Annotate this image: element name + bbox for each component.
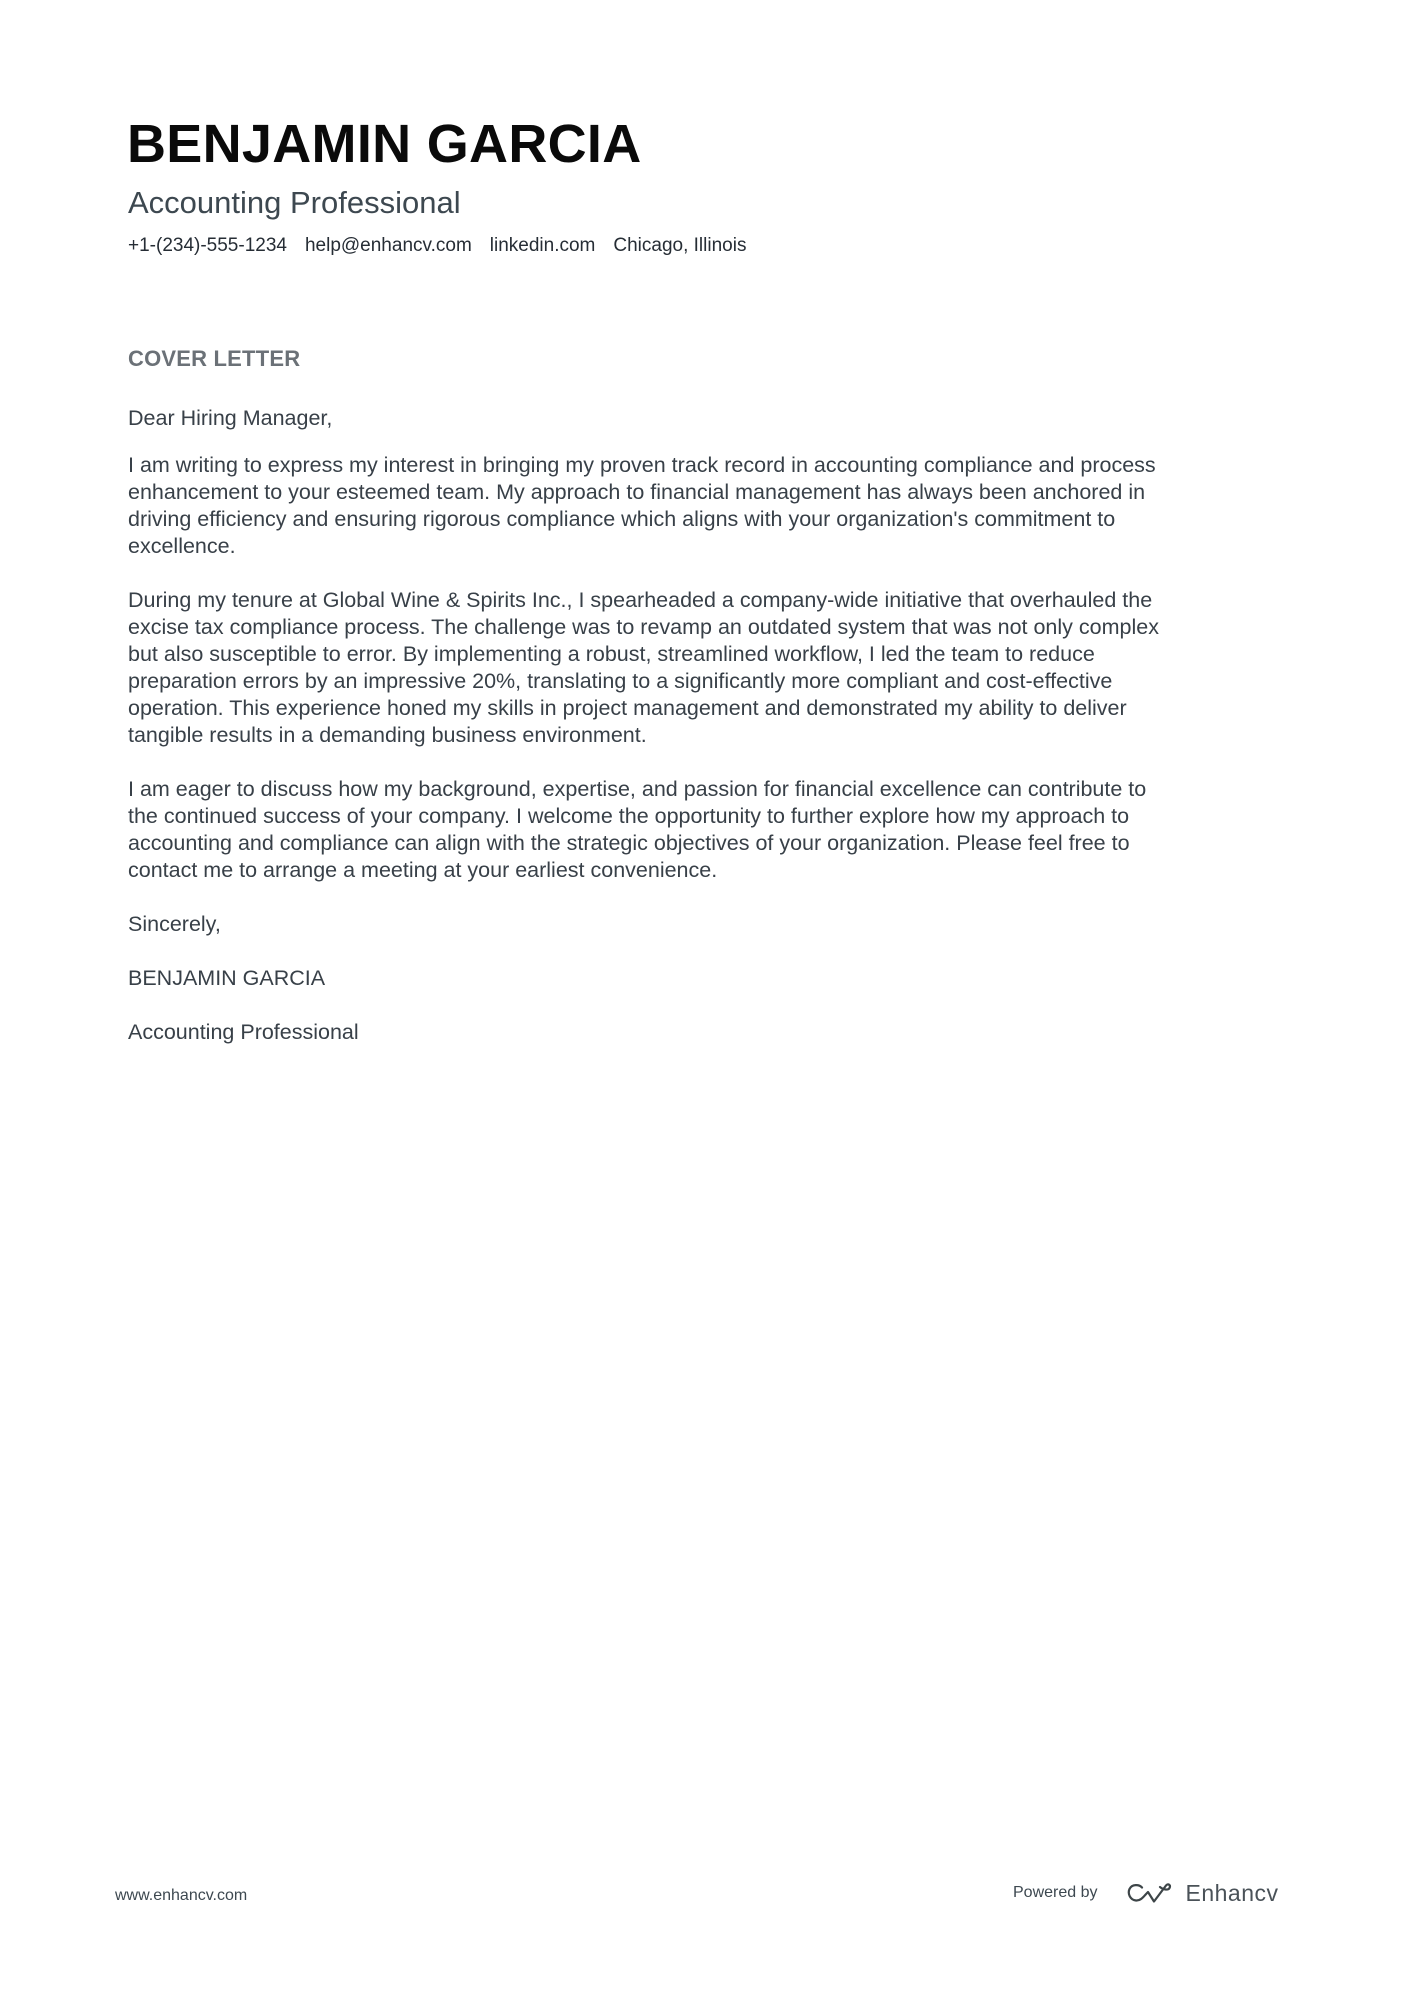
section-title: COVER LETTER bbox=[128, 346, 301, 371]
closing-text: Sincerely, bbox=[128, 912, 221, 936]
footer-branding[interactable] bbox=[1013, 1880, 1279, 1906]
paragraph-1 bbox=[128, 452, 1288, 560]
contact-email[interactable]: help@enhancv.com bbox=[304, 235, 472, 256]
footer-website-link[interactable]: www.enhancv.com bbox=[115, 1887, 248, 1904]
signature-title-text: Accounting Professional bbox=[128, 1020, 359, 1044]
enhancv-brand-name: Enhancv bbox=[1185, 1879, 1279, 1906]
paragraph-line: but also susceptible to error. By implementing a robust, streamlined workflow, I led the team to reduce bbox=[128, 642, 1095, 666]
paragraph-line: I am writing to express my interest in bringing my proven track record in accounting compliance and process bbox=[128, 453, 1156, 477]
applicant-title: Accounting Professional bbox=[128, 185, 461, 220]
paragraph-3 bbox=[128, 776, 1288, 884]
closing bbox=[128, 911, 1288, 938]
signature-name bbox=[128, 965, 1288, 992]
applicant-name: BENJAMIN GARCIA bbox=[127, 114, 642, 174]
paragraph-line: driving efficiency and ensuring rigorous compliance which aligns with your organization's commitment to bbox=[128, 507, 1116, 531]
paragraph-line: enhancement to your esteemed team. My approach to financial management has always been anchored in bbox=[128, 480, 1146, 504]
paragraph-line: the continued success of your company. I welcome the opportunity to further explore how my approach to bbox=[128, 804, 1130, 828]
enhancv-logo-icon bbox=[1126, 1881, 1172, 1905]
paragraph-line: excellence. bbox=[128, 534, 236, 558]
paragraph-line: contact me to arrange a meeting at your earliest convenience. bbox=[128, 858, 718, 882]
paragraph-2 bbox=[128, 587, 1288, 749]
signature-name-text: BENJAMIN GARCIA bbox=[128, 966, 326, 990]
contact-location: Chicago, Illinois bbox=[613, 235, 747, 256]
contact-linkedin[interactable]: linkedin.com bbox=[489, 235, 596, 256]
powered-by-label: Powered by bbox=[1013, 1884, 1098, 1901]
paragraph-line: I am eager to discuss how my background, expertise, and passion for financial excellence can contribute to bbox=[128, 777, 1147, 801]
contact-phone: +1-(234)-555-1234 bbox=[128, 235, 287, 256]
paragraph-line: operation. This experience honed my skills in project management and demonstrated my ability to deliver bbox=[128, 696, 1127, 720]
paragraph-line: tangible results in a demanding business environment. bbox=[128, 723, 647, 747]
paragraph-line: During my tenure at Global Wine & Spirits Inc., I spearheaded a company-wide initiative that overhauled the bbox=[128, 588, 1153, 612]
contact-info bbox=[128, 235, 746, 257]
signature-title bbox=[128, 1019, 1288, 1046]
paragraph-line: preparation errors by an impressive 20%, translating to a significantly more compliant and cost-effective bbox=[128, 669, 1113, 693]
greeting-text: Dear Hiring Manager, bbox=[128, 406, 333, 430]
paragraph-line: excise tax compliance process. The challenge was to revamp an outdated system that was not only complex bbox=[128, 615, 1159, 639]
paragraph-line: accounting and compliance can align with the strategic objectives of your organization. Please feel free to bbox=[128, 831, 1130, 855]
greeting bbox=[128, 405, 1288, 432]
